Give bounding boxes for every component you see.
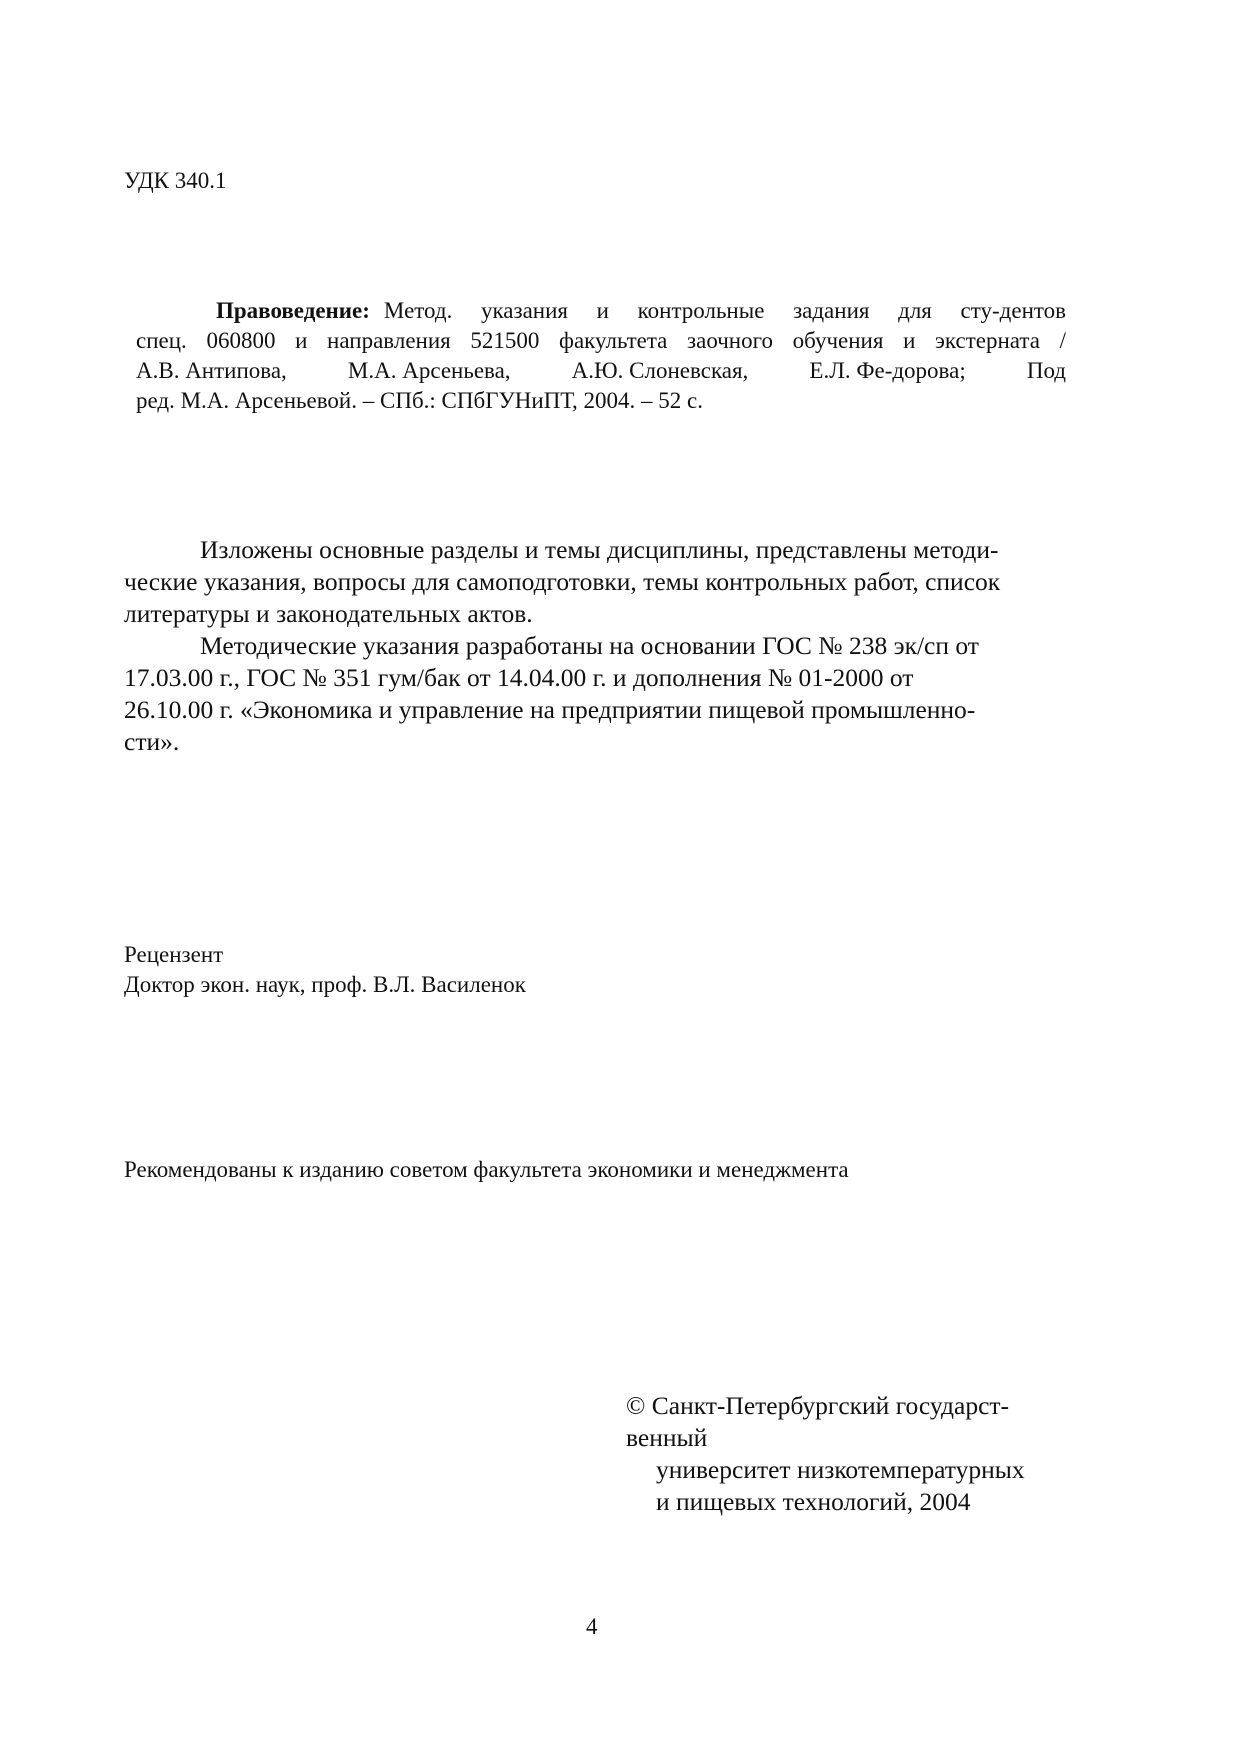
abstract bbox=[124, 534, 1059, 758]
biblio-line-text: спец. 060800 и направления 521500 факультета заочного обучения и экстерната / bbox=[136, 328, 1066, 353]
copyright-block bbox=[626, 1390, 1025, 1518]
copyright-line: венный bbox=[626, 1423, 708, 1452]
author: М.А. Арсеньева, bbox=[347, 358, 511, 383]
author: А.Ю. Слоневская, bbox=[571, 358, 749, 383]
biblio-title: Правоведение: bbox=[216, 298, 370, 323]
biblio-line bbox=[136, 386, 1066, 416]
reviewer-name: Доктор экон. наук, проф. В.Л. Василенок bbox=[124, 972, 526, 997]
reviewer-block bbox=[124, 940, 526, 1000]
biblio-word: Под bbox=[1026, 358, 1066, 383]
biblio-line-text: ред. М.А. Арсеньевой. – СПб.: СПбГУНиПТ, 2004. – 52 с. bbox=[136, 388, 704, 413]
biblio-authors-line bbox=[136, 356, 1066, 386]
reviewer-label: Рецензент bbox=[124, 942, 224, 967]
copyright-line: университет низкотемпературных bbox=[656, 1455, 1025, 1484]
author: А.В. Антипова, bbox=[136, 358, 287, 383]
author: Е.Л. Фе-дорова; bbox=[809, 358, 966, 383]
abstract-line: Методические указания разработаны на основании ГОС № 238 эк/сп от bbox=[200, 631, 979, 660]
biblio-line bbox=[136, 296, 1066, 326]
abstract-line: литературы и законодательных актов. bbox=[124, 599, 533, 628]
abstract-line: 17.03.00 г., ГОС № 351 гум/бак от 14.04.00 г. и дополнения № 01-2000 от bbox=[124, 663, 914, 692]
bibliographic-description bbox=[136, 296, 1066, 416]
abstract-line: ческие указания, вопросы для самоподготовки, темы контрольных работ, список bbox=[124, 567, 1001, 596]
recommendation: Рекомендованы к изданию советом факультета экономики и менеджмента bbox=[124, 1157, 849, 1182]
abstract-line: сти». bbox=[124, 727, 180, 756]
copyright-line: и пищевых технологий, 2004 bbox=[656, 1487, 971, 1516]
copyright-line: © Санкт-Петербургский государст- bbox=[626, 1391, 1010, 1420]
biblio-line-text: Метод. указания и контрольные задания для сту-дентов bbox=[383, 298, 1066, 323]
abstract-line: 26.10.00 г. «Экономика и управление на предприятии пищевой промышленно- bbox=[124, 695, 976, 724]
abstract-line: Изложены основные разделы и темы дисциплины, представлены методи- bbox=[200, 535, 999, 564]
udk-code: УДК 340.1 bbox=[124, 168, 227, 193]
page-number: 4 bbox=[586, 1614, 598, 1639]
biblio-line bbox=[136, 326, 1066, 356]
